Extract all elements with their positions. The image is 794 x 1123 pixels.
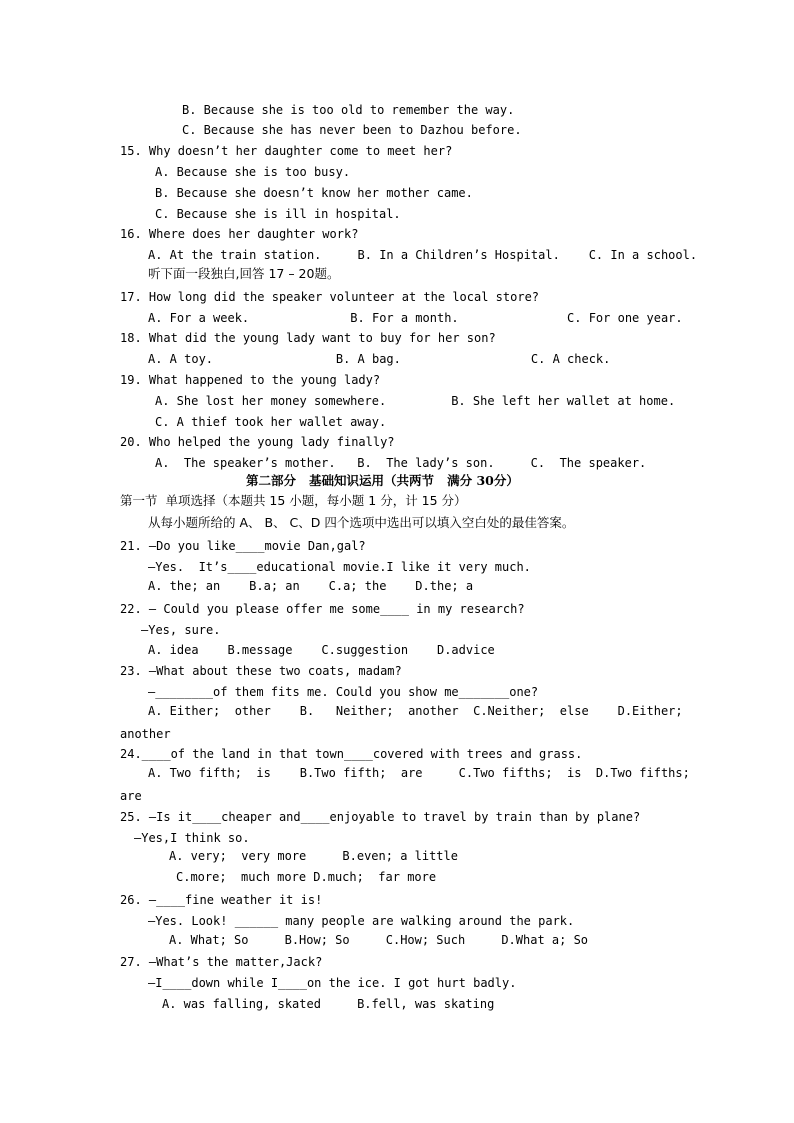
section-one-instruction: 从每小题所给的 A、 B、 C、D 四个选项中选出可以填入空白处的最佳答案。 xyxy=(148,515,575,530)
q23-question: 23. —What about these two coats, madam? xyxy=(120,664,402,678)
part-two-heading: 第二部分 基础知识运用（共两节 满分 30分） xyxy=(246,473,519,488)
q24-question: 24.____of the land in that town____covered with trees and grass. xyxy=(120,747,583,761)
q20-options: A. The speaker’s mother. B. The lady’s son. C. The speaker. xyxy=(155,456,647,470)
q27-question: 27. —What’s the matter,Jack? xyxy=(120,955,323,969)
q21-dialogue: —Yes. It’s____educational movie.I like it very much. xyxy=(148,560,531,574)
q23-dialogue: —________of them fits me. Could you show me_______one? xyxy=(148,685,539,699)
q15-question: 15. Why doesn’t her daughter come to meet her? xyxy=(120,144,453,158)
q22-options: A. idea B.message C.suggestion D.advice xyxy=(148,643,495,657)
q26-options: A. What; So B.How; So C.How; Such D.What a; So xyxy=(169,933,589,947)
q14-option-c: C. Because she has never been to Dazhou before. xyxy=(182,123,522,137)
q25-dialogue: —Yes,I think so. xyxy=(134,831,250,845)
q27-options: A. was falling, skated B.fell, was skating xyxy=(162,997,495,1011)
q27-dialogue: —I____down while I____on the ice. I got hurt badly. xyxy=(148,976,517,990)
section-instruction-17-20: 听下面一段独白,回答 17 – 20题。 xyxy=(148,266,340,281)
section-one-heading: 第一节 单项选择（本题共 15 小题，每小题 1 分，计 15 分） xyxy=(120,493,467,508)
q17-options: A. For a week. B. For a month. C. For one year. xyxy=(148,311,683,325)
q15-option-c: C. Because she is ill in hospital. xyxy=(155,207,401,221)
q18-question: 18. What did the young lady want to buy for her son? xyxy=(120,331,496,345)
q16-options: A. At the train station. B. In a Children’s Hospital. C. In a school. xyxy=(148,248,698,262)
q14-option-b: B. Because she is too old to remember the way. xyxy=(182,103,515,117)
q21-question: 21. —Do you like____movie Dan,gal? xyxy=(120,539,366,553)
q26-question: 26. —____fine weather it is! xyxy=(120,893,323,907)
q24-options: A. Two fifth; is B.Two fifth; are C.Two fifths; is D.Two fifths; xyxy=(148,766,690,780)
q17-question: 17. How long did the speaker volunteer at the local store? xyxy=(120,290,540,304)
q23-options: A. Either; other B. Neither; another C.Neither; else D.Either; xyxy=(148,704,683,718)
q24-options-wrap: are xyxy=(120,789,142,803)
q23-options-wrap: another xyxy=(120,727,171,741)
q20-question: 20. Who helped the young lady finally? xyxy=(120,435,395,449)
q25-options-cd: C.more; much more D.much; far more xyxy=(176,870,437,884)
q16-question: 16. Where does her daughter work? xyxy=(120,227,359,241)
q22-dialogue: —Yes, sure. xyxy=(141,623,221,637)
q25-options-ab: A. very; very more B.even; a little xyxy=(169,849,458,863)
q19-option-c: C. A thief took her wallet away. xyxy=(155,415,387,429)
q26-dialogue: —Yes. Look! ______ many people are walking around the park. xyxy=(148,914,575,928)
q19-question: 19. What happened to the young lady? xyxy=(120,373,381,387)
q18-options: A. A toy. B. A bag. C. A check. xyxy=(148,352,611,366)
q19-options-ab: A. She lost her money somewhere. B. She left her wallet at home. xyxy=(155,394,676,408)
q22-question: 22. — Could you please offer me some____ in my research? xyxy=(120,602,525,616)
q15-option-b: B. Because she doesn’t know her mother came. xyxy=(155,186,473,200)
q25-question: 25. —Is it____cheaper and____enjoyable to travel by train than by plane? xyxy=(120,810,641,824)
q21-options: A. the; an B.a; an C.a; the D.the; a xyxy=(148,579,474,593)
q15-option-a: A. Because she is too busy. xyxy=(155,165,351,179)
